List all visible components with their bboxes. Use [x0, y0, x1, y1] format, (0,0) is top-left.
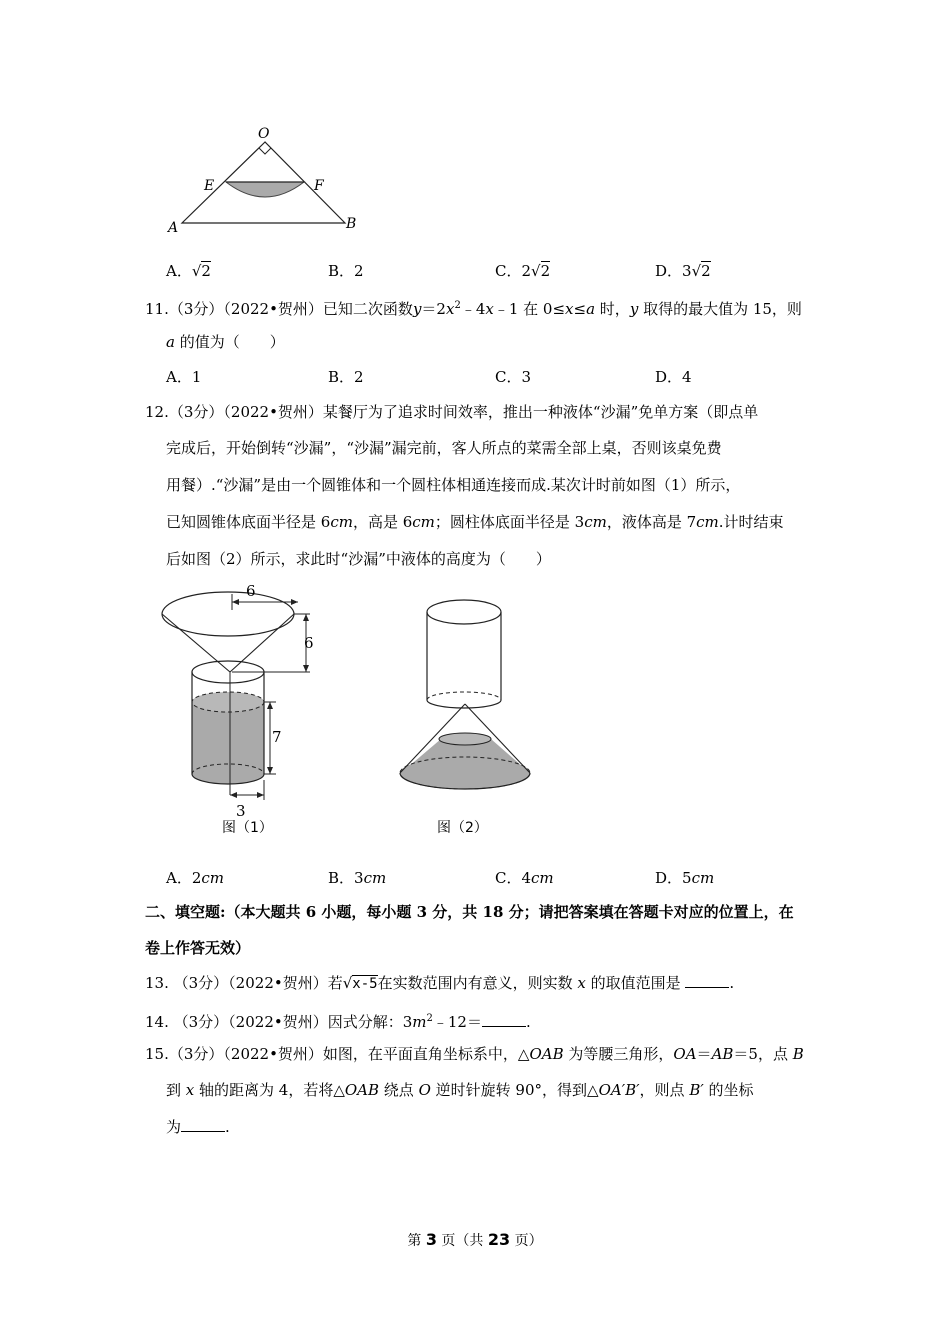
- fig1-caption: 图（1）: [222, 820, 273, 836]
- radicand: 2: [201, 262, 211, 280]
- section-2-heading-line2: 卷上作答无效）: [145, 939, 251, 957]
- q12-option-d[interactable]: D．5cm: [655, 869, 715, 887]
- q12-stem-line5: 后如图（2）所示，求此时“沙漏”中液体的高度为（ ）: [166, 550, 551, 568]
- triangle-figure: [160, 120, 370, 240]
- dim-h-cone: 6: [304, 634, 314, 652]
- cylinder-top: [427, 600, 501, 624]
- page-footer: 第 3 页（共 23 页）: [407, 1230, 543, 1249]
- q11-option-b[interactable]: B．2: [328, 368, 364, 386]
- hourglass-figure-1: [160, 580, 330, 840]
- shaded-segment: [226, 182, 304, 197]
- hourglass-figure-2: [395, 588, 540, 803]
- label-f: F: [314, 178, 324, 194]
- q12-option-b[interactable]: B．3cm: [328, 869, 387, 887]
- q13: 13. （3分）（2022•贺州）若√x-5在实数范围内有意义，则实数 x 的取值范围是 .: [145, 974, 735, 992]
- q10-option-b[interactable]: B．2: [328, 262, 364, 280]
- sqrt-symbol: √: [191, 262, 202, 280]
- page-number: 3: [425, 1230, 437, 1249]
- dim-h-liquid: 7: [272, 728, 282, 746]
- q12-stem-line2: 完成后，开始倒转“沙漏”，“沙漏”漏完前，客人所点的菜需全部上桌，否则该桌免费: [166, 439, 722, 457]
- sqrt-symbol: √: [531, 262, 541, 280]
- q10-option-c[interactable]: C．2√2: [495, 262, 551, 280]
- radicand: 2: [540, 262, 551, 280]
- q12-stem-line3: 用餐）.“沙漏”是由一个圆锥体和一个圆柱体相通连接而成.某次计时前如图（1）所示，: [166, 476, 741, 494]
- q11-option-c[interactable]: C．3: [495, 368, 532, 386]
- page-total: 23: [487, 1230, 511, 1249]
- q12-stem-line4: 已知圆锥体底面半径是 6cm，高是 6cm；圆柱体底面半径是 3cm，液体高是 7cm.计时结束: [166, 513, 784, 531]
- q12-stem-line1: 12.（3分）（2022•贺州）某餐厅为了追求时间效率，推出一种液体“沙漏”免单方案（即点单: [145, 403, 759, 421]
- q15-line2: 到 x 轴的距离为 4，若将△OAB 绕点 O 逆时针旋转 90°，得到△OA′B′，则点 B′ 的坐标: [166, 1081, 754, 1099]
- sqrt-symbol: √: [342, 974, 353, 992]
- section-2-heading: 二、填空题:（本大题共 6 小题，每小题 3 分，共 18 分；请把答案填在答题卡对应的位置上，在: [145, 903, 794, 921]
- label-e: E: [204, 178, 215, 194]
- dim-r-bottom: 3: [236, 802, 246, 820]
- radicand: x-5: [352, 976, 378, 992]
- q12-option-c[interactable]: C．4cm: [495, 869, 554, 887]
- sqrt-symbol: √: [691, 262, 702, 280]
- q15-line1: 15.（3分）（2022•贺州）如图，在平面直角坐标系中，△OAB 为等腰三角形，OA＝AB＝5，点 B: [145, 1045, 804, 1063]
- q15-line3: 为 .: [166, 1118, 230, 1136]
- q14: 14. （3分）（2022•贺州）因式分解：$3m^2﹣12=$ .: [145, 1013, 531, 1031]
- answer-blank[interactable]: [685, 973, 729, 988]
- q11-stem-line2: a 的值为（ ）: [166, 333, 285, 351]
- label-b: B: [346, 216, 357, 232]
- radicand: 2: [701, 262, 711, 280]
- label-o: O: [258, 126, 270, 142]
- q12-option-a[interactable]: A．2cm: [166, 869, 225, 887]
- right-angle-mark: [259, 148, 271, 154]
- q11-option-a[interactable]: A．1: [166, 368, 202, 386]
- fig2-caption: 图（2）: [437, 820, 488, 836]
- q11-option-d[interactable]: D．4: [655, 368, 692, 386]
- q10-option-a[interactable]: A．√2: [166, 262, 211, 280]
- cone-base: [162, 592, 294, 636]
- q10-option-d[interactable]: D．3√2: [655, 262, 711, 280]
- q11-stem: 11.（3分）（2022•贺州）已知二次函数$y=2x^2﹣4x﹣1$ 在 0≤x≤a 时，y 取得的最大值为 15，则: [145, 300, 802, 318]
- dim-r-top: 6: [246, 582, 256, 600]
- label-a: A: [168, 220, 179, 236]
- answer-blank[interactable]: [181, 1117, 225, 1132]
- answer-blank[interactable]: [482, 1012, 526, 1027]
- liquid: [192, 702, 264, 784]
